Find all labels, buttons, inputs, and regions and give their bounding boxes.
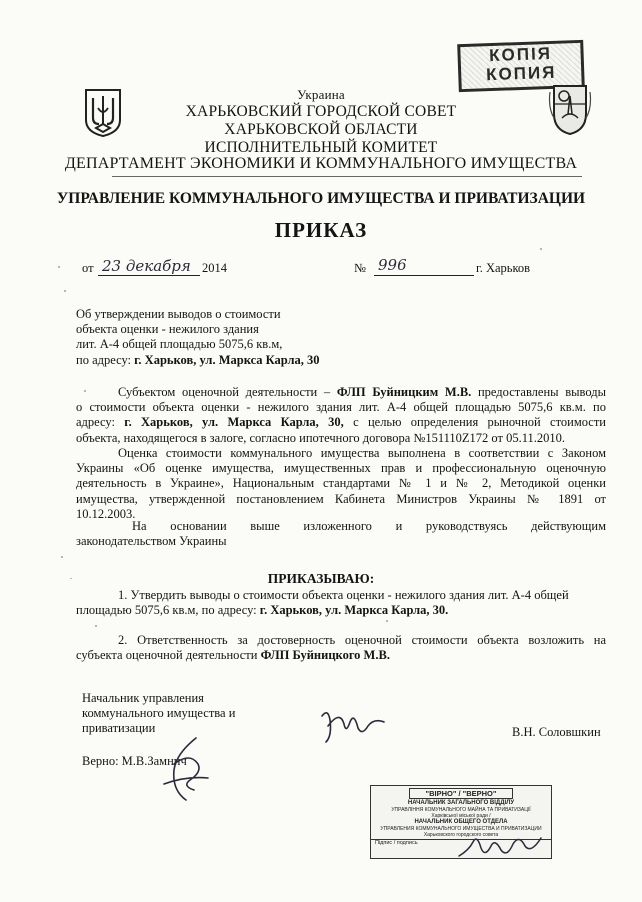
stamp-line-4: НАЧАЛЬНИК ОБЩЕГО ОТДЕЛА <box>414 819 508 825</box>
date-handwritten: 23 декабря <box>102 257 191 275</box>
city: г. Харьков <box>476 261 531 275</box>
order-item-2-line-2-pre: субъекта оценочной деятельности <box>76 648 258 663</box>
document-type-title: ПРИКАЗ <box>274 218 368 242</box>
subject-line-1: Об утверждении выводов о стоимости <box>76 307 281 321</box>
order-item-2 <box>76 633 606 663</box>
date-underline <box>98 275 200 276</box>
verified-line: Верно: М.В.Замнич <box>82 754 187 768</box>
scan-speck <box>61 556 63 558</box>
header-rule <box>112 176 582 177</box>
order-item-2-line-1: 2. Ответственность за достоверность оценочной стоимости объекта возложить на <box>118 633 606 647</box>
director-signature <box>318 702 388 746</box>
paragraph-2-line-3: деятельность в Украине», Национальным стандартами № 1 и № 2, Методикой оценки <box>76 476 606 491</box>
subject-line-3: лит. А-4 общей площадью 5075,6 кв.м, <box>76 337 283 352</box>
order-item-2-appraiser: ФЛП Буйницкого М.В. <box>260 648 390 663</box>
scan-speck <box>70 578 72 579</box>
stamp-sign-label: Підпис / подпись <box>371 839 551 847</box>
paragraph-1-line-1-post: предоставлены выводы <box>477 385 606 399</box>
stamp-signature <box>455 828 545 864</box>
scan-speck <box>386 620 388 622</box>
stamp-line-3: Харківської міської ради / <box>431 813 491 819</box>
paragraph-3 <box>76 519 606 549</box>
header-org1: ХАРЬКОВСКИЙ ГОРОДСКОЙ СОВЕТ <box>185 103 457 120</box>
header-country: Украина <box>297 87 345 102</box>
paragraph-1-line-3 <box>76 415 606 430</box>
subject-block <box>76 307 376 368</box>
paragraph-1-address: г. Харьков, ул. Маркса Карла, 30, <box>124 415 344 430</box>
paragraph-3-line-2: законодательством Украины <box>76 534 227 549</box>
signatory-name: В.Н. Соловшкин <box>512 725 601 739</box>
scan-speck <box>95 625 97 627</box>
order-item-1-line-2 <box>76 603 606 618</box>
subject-address: г. Харьков, ул. Маркса Карла, 30 <box>134 352 320 367</box>
scan-speck <box>64 290 66 292</box>
subject-address-prefix: по адресу: <box>76 352 132 367</box>
date-line <box>82 256 602 279</box>
date-prefix: от <box>82 261 94 275</box>
paragraph-2-line-2: Украины «Об оценке имущества, имущественных прав и профессиональную оценочную <box>76 461 606 476</box>
paragraph-1-appraiser: ФЛП Буйницким М.В. <box>336 385 472 399</box>
verifier-signature <box>156 734 216 804</box>
subject-line-2: объекта оценки - нежилого здания <box>76 322 259 337</box>
subject-line-4 <box>76 353 376 368</box>
order-number-handwritten: 996 <box>378 256 407 274</box>
order-item-1-line-1: 1. Утвердить выводы о стоимости объекта оценки - нежилого здания лит. А-4 общей <box>118 588 569 602</box>
paragraph-2-line-4: имущества, утвержденной постановлением Кабинета Министров Украины № 1891 от <box>76 491 606 506</box>
paragraph-1-line-3-post: с целью определения рыночной стоимости <box>353 415 606 430</box>
header-org3: ИСПОЛНИТЕЛЬНЫЙ КОМИТЕТ <box>204 139 438 156</box>
paragraph-1-line-1 <box>76 385 606 400</box>
order-item-1-line-2-pre: площадью 5075,6 кв.м, по адресу: <box>76 603 257 618</box>
signatory-block <box>82 691 282 737</box>
stamp-line-5: УПРАВЛЕНИЯ КОММУНАЛЬНОГО ИМУЩЕСТВА И ПРИВАТИЗАЦИИ <box>380 826 542 832</box>
paragraph-1-line-2: о стоимости объекта оценки - нежилого здания лит. А-4 общей площадью 5075,6 кв.м. по <box>76 400 606 415</box>
paragraph-1-line-3-pre: адресу: <box>76 415 115 430</box>
signatory-title-1: Начальник управления <box>82 691 204 705</box>
signatory-title-2: коммунального имущества и <box>82 706 236 721</box>
order-number-underline <box>374 275 474 276</box>
stamp-title: "ВІРНО" / "ВЕРНО" <box>409 788 513 799</box>
paragraph-2-line-1: Оценка стоимости коммунального имущества выполнена в соответствии с Законом <box>118 446 606 460</box>
department-title: УПРАВЛЕНИЕ КОММУНАЛЬНОГО ИМУЩЕСТВА И ПРИВАТИЗАЦИИ <box>56 190 586 207</box>
stamp-line-1: НАЧАЛЬНИК ЗАГАЛЬНОГО ВІДДІЛУ <box>407 800 515 806</box>
header-org2: ХАРЬКОВСКОЙ ОБЛАСТИ <box>224 121 418 138</box>
order-number-label: № <box>354 261 366 275</box>
date-year: 2014 <box>202 261 227 275</box>
copy-stamp-line2: КОПИЯ <box>485 62 557 85</box>
order-title: ПРИКАЗЫВАЮ: <box>267 571 375 586</box>
stamp-line-6: Харьковского городского совета <box>423 832 499 838</box>
order-item-2-line-2 <box>76 648 606 663</box>
scan-speck <box>58 266 60 268</box>
scan-speck <box>540 248 542 250</box>
header-org4: ДЕПАРТАМЕНТ ЭКОНОМИКИ И КОММУНАЛЬНОГО ИМУЩЕСТВА <box>64 155 578 172</box>
copy-stamp-line1: КОПІЯ <box>488 43 553 66</box>
paragraph-1 <box>76 385 606 446</box>
paragraph-3-line-1: На основании выше изложенного и руководствуясь действующим <box>132 519 606 533</box>
signatory-title-3: приватизации <box>82 721 156 736</box>
paragraph-1-line-1-pre: Субъектом оценочной деятельности – <box>118 385 331 399</box>
stamp-line-2: УПРАВЛІННЯ КОМУНАЛЬНОГО МАЙНА ТА ПРИВАТИЗАЦІЇ <box>391 807 531 813</box>
scan-speck <box>84 390 86 392</box>
order-item-1 <box>76 588 606 618</box>
paragraph-2-line-5: 10.12.2003. <box>76 506 136 521</box>
paragraph-1-line-4: объекта, находящегося в залоге, согласно ипотечного договора №151110Z172 от 05.11.2010. <box>76 430 566 445</box>
order-item-1-address: г. Харьков, ул. Маркса Карла, 30. <box>259 603 449 618</box>
paragraph-2 <box>76 446 606 522</box>
